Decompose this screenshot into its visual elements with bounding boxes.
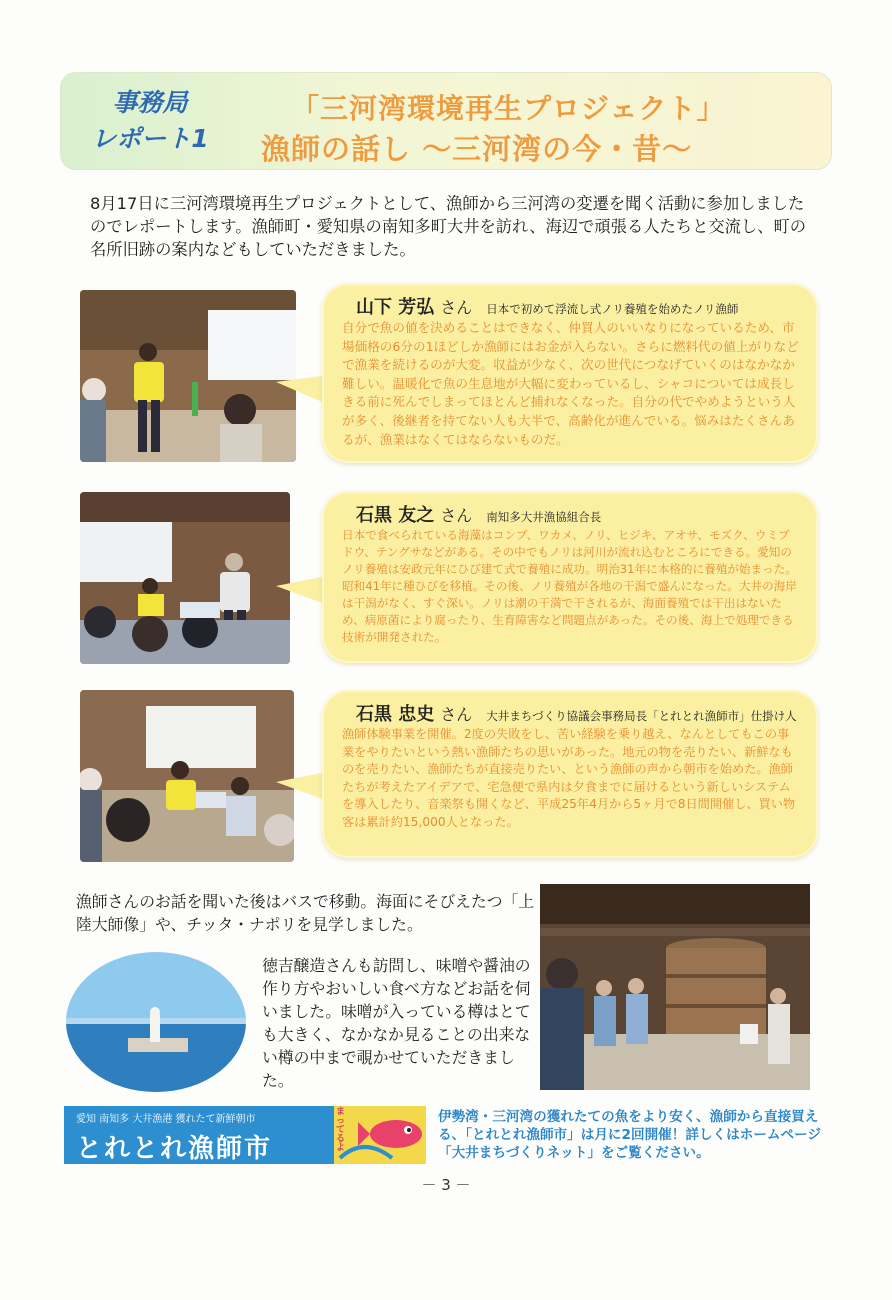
market-fish-illustration [334, 1106, 426, 1164]
speaker1-comment: 自分で魚の値を決めることはできなく、仲買人のいいなりになっているため、市場価格の6分の1ほどしか漁師にはお金が入らない。さらに燃料代の値上がりなどで漁業を続けるのが大変。収益が少なく、次の世代につなげていくのはなかなか難しい。温暖化で魚の生息地が大幅に変わっているし、シャコについては成長しきる前に死んでしまってほとんど捕れなくなった。自分の代でやめようという人が多く、後継者を持てない人も大半で、高齢化が進んでいる。悩みはたくさんあるが、漁業はなくてはならないものだ。 [342, 320, 799, 447]
visit-paragraph: 漁師さんのお話を聞いた後はバスで移動。海面にそびえたつ「上陸大師像」や、チッタ・ナポリを見学しました。 [76, 892, 535, 934]
statue-photo [66, 952, 246, 1092]
intro-paragraph: 8月17日に三河湾環境再生プロジェクトとして、漁師から三河湾の変遷を聞く活動に参加しましたのでレポートします。漁師町・愛知県の南知多町大井を訪れ、海辺で頑張る人たちと交流し、町の名所旧跡の案内などもしていただきました。 [90, 194, 807, 259]
speaker1-bubble [322, 283, 818, 463]
brewery-photo [540, 884, 810, 1090]
speaker1-name: 山下 芳弘 さん 日本で初めて浮流し式ノリ養殖を始めたノリ漁師 [356, 297, 739, 318]
market-art-label: まってるよ [336, 1107, 346, 1153]
market-subtitle: 愛知 南知多 大井漁港 獲れたて新鮮朝市 [76, 1114, 256, 1125]
page-number: － 3 － [421, 1176, 471, 1194]
badge-line1: 事務局 [112, 88, 188, 117]
market-title: とれとれ漁師市 [76, 1134, 273, 1164]
page-subtitle: 漁師の話し ～三河湾の今・昔～ [261, 132, 693, 166]
speaker3-photo [80, 690, 294, 862]
badge-line2: レポート1 [91, 124, 209, 153]
report-header [60, 72, 832, 170]
speaker2-comment: 日本で食べられている海藻はコンブ、ワカメ、ノリ、ヒジキ、アオサ、モズク、ウミブドウ、テングサなどがある。その中でもノリは河川が流れ込むところにできる。愛知のノリ養殖は安政元年にひび建て式で養殖に成功。明治31年に本格的に養殖が始まった。昭和41年に種ひびを移植。その後、ノリ養殖が各地の干潟で盛んになった。大井の海岸は干潟がなく、すぐ深い。ノリは潮の干満で干されるが、海面養殖では干出はないため、病原菌により腐ったり、生育障害など問題点があった。その後、海上で処理できる技術が開発された。 [342, 528, 797, 644]
speaker1-role: 日本で初めて浮流し式ノリ養殖を始めたノリ漁師 [486, 302, 739, 316]
speaker3-bubble [322, 690, 818, 858]
market-note: 伊勢湾・三河湾の獲れたての魚をより安く、漁師から直接買える、「とれとれ漁師市」は月に2回開催！詳しくはホームページ「大井まちづくりネット」をご覧ください。 [438, 1109, 822, 1161]
speaker3-name: 石黒 忠史 さん 大井まちづくり協議会事務局長「とれとれ漁師市」仕掛け人 [356, 704, 797, 725]
report-badge [85, 85, 215, 157]
speaker3-comment: 漁師体験事業を開催。2度の失敗をし、苦い経験を乗り越え、なんとしてもこの事業をやりたいという熱い漁師たちの思いがあった。地元の物を売りたい、新鮮なものを売りたい、漁師たちが直接売りたい、という漁師の声から朝市を始めた。漁師たちが考えたアイデアで、宅急便で県内は夕食までに届けるという新しいシステムを導入したり、音楽祭も開くなど、平成25年4月から5ヶ月で8日間開催し、買い物客は累計約15,000人となった。 [342, 727, 796, 829]
brewery-paragraph: 徳吉醸造さんも訪問し、味噌や醤油の作り方やおいしい食べ方などお話を伺いました。味噌が入っている樽はとても大きく、なかなか見ることの出来ない樽の中まで覗かせていただきました。 [262, 956, 531, 1090]
speaker2-photo [80, 492, 290, 664]
speaker3-role: 大井まちづくり協議会事務局長「とれとれ漁師市」仕掛け人 [486, 709, 797, 723]
speaker2-role: 南知多大井漁協組合長 [486, 510, 602, 524]
speaker2-name: 石黒 友之 さん 南知多大井漁協組合長 [356, 505, 602, 526]
speaker2-bubble [322, 491, 818, 663]
market-banner [64, 1106, 426, 1164]
speaker1-photo [80, 290, 296, 462]
page-title: 「三河湾環境再生プロジェクト」 [291, 92, 726, 125]
